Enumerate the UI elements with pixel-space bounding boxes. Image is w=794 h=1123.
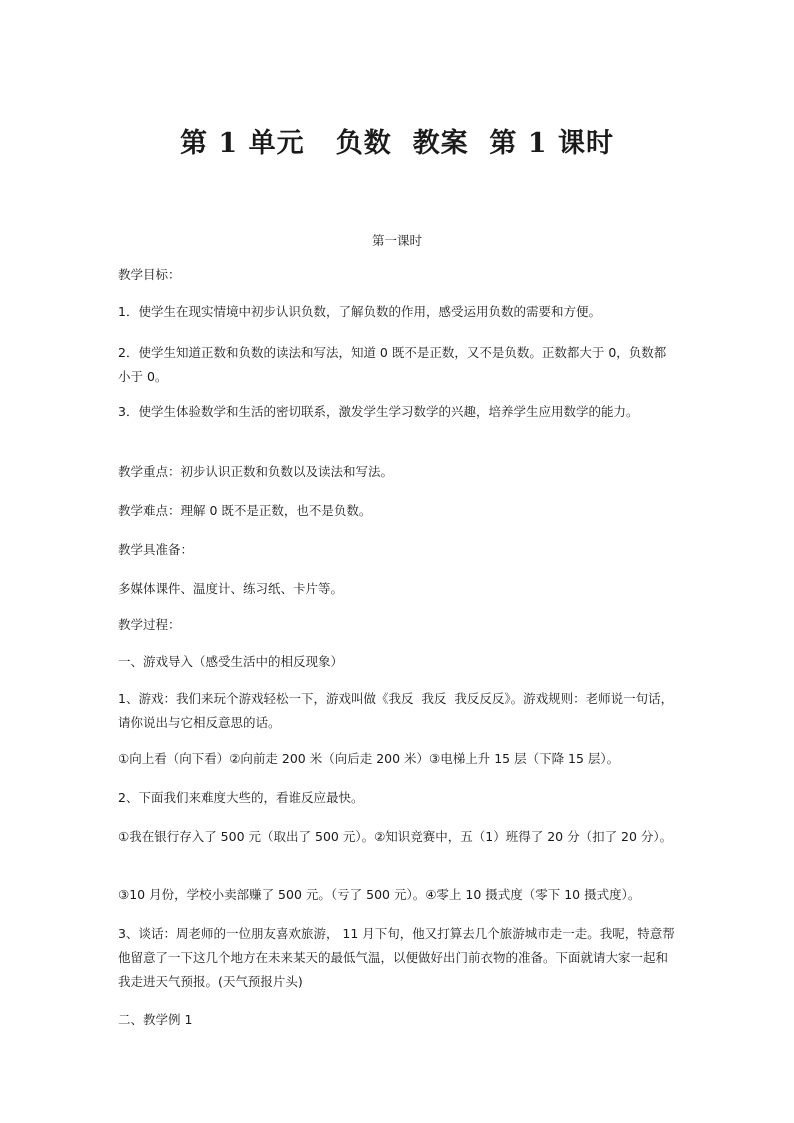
paragraph-key-points: 教学重点：初步认识正数和负数以及读法和写法。 bbox=[118, 464, 394, 479]
paragraph-challenge-examples-2: ③10 月份，学校小卖部赚了 500 元。（亏了 500 元）。④零上 10 摄式度（零下 10 摄式度）。 bbox=[118, 887, 641, 902]
paragraph-game: 1、游戏：我们来玩个游戏轻松一下，游戏叫做《我反 我反 我反反反》。游戏规则：老师说一句话，请你说出与它相反意思的话。 bbox=[118, 691, 674, 730]
paragraph-section-2: 二、教学例 1 bbox=[118, 1012, 193, 1027]
paragraph-challenge: 2、下面我们来难度大些的，看谁反应最快。 bbox=[118, 790, 364, 805]
paragraph-talk: 3、谈话：周老师的一位朋友喜欢旅游， 11 月下旬，他又打算去几个旅游城市走一走。我呢，特意帮他留意了一下这几个地方在未来某天的最低气温，以便做好出门前衣物的准备。下面就请大家一起和我走进天气预报。(天气预报片头) bbox=[118, 926, 675, 989]
paragraph-difficulties: 教学难点：理解 0 既不是正数，也不是负数。 bbox=[118, 503, 372, 518]
paragraph-game-examples: ①向上看（向下看）②向前走 200 米（向后走 200 米）③电梯上升 15 层（下降 15 层）。 bbox=[118, 751, 620, 766]
paragraph-materials: 多媒体课件、温度计、练习纸、卡片等。 bbox=[118, 581, 344, 596]
paragraph-section-1: 一、游戏导入（感受生活中的相反现象） bbox=[118, 654, 344, 669]
paragraph-objective-2: 2．使学生知道正数和负数的读法和写法，知道 0 既不是正数，又不是负数。正数都大于 0，负数都小于 0。 bbox=[118, 345, 667, 384]
document-title: 第 1 单元 负数 教案 第 1 课时 bbox=[180, 128, 614, 159]
paragraph-objective-3: 3．使学生体验数学和生活的密切联系，激发学生学习数学的兴趣，培养学生应用数学的能力。 bbox=[118, 404, 639, 419]
lesson-subtitle: 第一课时 bbox=[371, 233, 422, 248]
paragraph-materials-heading: 教学具准备： bbox=[118, 542, 194, 557]
paragraph-objective-1: 1．使学生在现实情境中初步认识负数，了解负数的作用，感受运用负数的需要和方便。 bbox=[118, 304, 601, 319]
paragraph-objectives-heading: 教学目标： bbox=[118, 267, 181, 282]
paragraph-process-heading: 教学过程： bbox=[118, 617, 181, 632]
paragraph-challenge-examples-1: ①我在银行存入了 500 元（取出了 500 元）。②知识竞赛中，五（1）班得了 20 分（扣了 20 分）。 bbox=[118, 829, 673, 844]
